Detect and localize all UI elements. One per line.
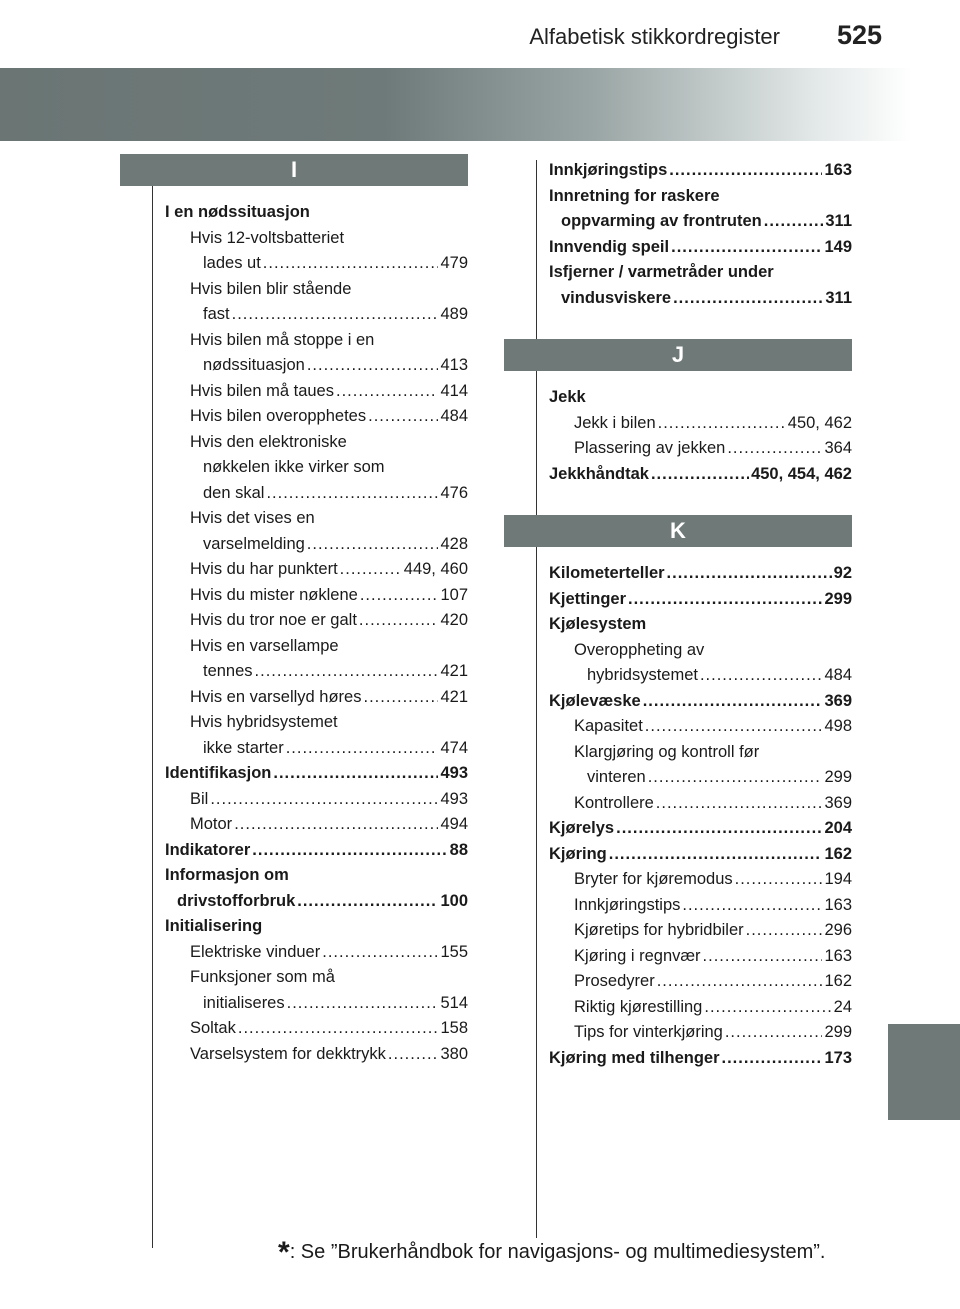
leader-dots [210, 787, 438, 813]
leader-dots [669, 158, 822, 184]
entry-text: Hvis du tror noe er galt [190, 611, 357, 629]
entry-text: Hvis bilen blir stående [190, 279, 352, 298]
entry-text: Motor [190, 815, 233, 833]
entry-page: 498 [824, 717, 852, 735]
entry-page: 369 [824, 793, 852, 812]
entry-page: 162 [824, 972, 852, 990]
leader-dots [368, 404, 438, 430]
index-entry [549, 791, 852, 817]
leader-dots [266, 481, 438, 507]
leader-dots [645, 714, 823, 740]
entry-text: Kjøring med tilhenger [549, 1048, 720, 1067]
index-entry [549, 740, 852, 766]
entry-text: Kjøretips for hybridbiler [574, 921, 744, 939]
entry-page: 489 [440, 305, 468, 323]
entry-page: 380 [440, 1044, 468, 1063]
entry-page: 299 [824, 1023, 852, 1041]
leader-dots [255, 659, 439, 685]
entry-text: den skal [203, 483, 265, 502]
leader-dots [673, 286, 823, 312]
leader-dots [628, 587, 822, 613]
footnote-text: : Se ”Brukerhåndbok for navigasjons- og multimediesystem”. [289, 1241, 826, 1263]
section-header-j: J [504, 339, 852, 371]
entry-page: 24 [833, 997, 852, 1016]
index-entry [165, 787, 468, 813]
page-header [0, 0, 960, 70]
index-entry [165, 532, 468, 558]
index-entry [549, 1046, 852, 1072]
leader-dots [667, 561, 832, 587]
right-column [504, 158, 852, 1071]
entry-text: Jekk i bilen [574, 413, 656, 432]
header-title: Alfabetisk stikkordregister [529, 24, 780, 49]
entry-text: Hvis du mister nøklene [190, 585, 358, 604]
index-entry [549, 816, 852, 842]
leader-dots [657, 969, 823, 995]
leader-dots [336, 379, 438, 405]
index-list-i-continued [504, 158, 852, 311]
index-entry [549, 587, 852, 613]
index-entry [165, 608, 468, 634]
index-entry [549, 638, 852, 664]
entry-page: 204 [824, 819, 852, 837]
header-banner [0, 68, 960, 141]
index-entry [165, 455, 468, 481]
leader-dots [297, 889, 438, 915]
entry-page: 450, 462 [787, 413, 852, 432]
index-entry [549, 765, 852, 791]
leader-dots [648, 765, 823, 791]
entry-text: Hvis du har punktert [190, 560, 338, 578]
leader-dots [360, 583, 439, 609]
entry-page: 155 [440, 942, 468, 961]
index-entry [165, 481, 468, 507]
entry-text: Innkjøringstips [549, 161, 668, 179]
leader-dots [643, 689, 823, 715]
index-entry [549, 842, 852, 868]
entry-page: 514 [440, 993, 468, 1012]
footnote-star: * [278, 1236, 290, 1269]
index-entry [549, 260, 852, 286]
index-entry [549, 561, 852, 587]
leader-dots [651, 462, 749, 488]
entry-text: initialiseres [203, 993, 285, 1012]
entry-page: 311 [825, 212, 852, 230]
index-entry [549, 918, 852, 944]
section-header-k: K [504, 515, 852, 547]
leader-dots [700, 663, 823, 689]
entry-page: 149 [824, 237, 852, 256]
entry-text: Plassering av jekken [574, 439, 726, 457]
entry-page: 299 [824, 768, 852, 786]
entry-text: Kontrollere [574, 793, 654, 812]
entry-text: Tips for vinterkjøring [574, 1023, 723, 1041]
leader-dots [764, 209, 824, 235]
entry-page: 428 [440, 534, 468, 553]
entry-text: Klargjøring og kontroll før [574, 742, 760, 761]
entry-page: 88 [449, 840, 468, 859]
entry-text: Kjøring [549, 844, 607, 863]
index-entry [549, 867, 852, 893]
left-column [120, 154, 468, 1067]
entry-text: Identifikasjon [165, 764, 272, 782]
entry-text: Kjølesystem [549, 615, 647, 633]
leader-dots [658, 411, 786, 437]
leader-dots [746, 918, 823, 944]
leader-dots [725, 1020, 823, 1046]
entry-text: Innretning for raskere [549, 186, 720, 205]
index-entry [549, 893, 852, 919]
entry-page: 296 [824, 921, 852, 939]
chapter-tab [888, 1024, 960, 1120]
entry-page: 450, 454, 462 [751, 464, 852, 483]
index-entry [549, 286, 852, 312]
entry-page: 163 [824, 946, 852, 965]
leader-dots [234, 812, 438, 838]
index-entry [549, 689, 852, 715]
entry-page: 163 [824, 895, 852, 914]
index-entry [165, 506, 468, 532]
entry-text: Bil [190, 789, 209, 808]
leader-dots [704, 995, 831, 1021]
index-entry [549, 995, 852, 1021]
entry-text: nødssituasjon [203, 356, 305, 374]
entry-text: Overoppheting av [574, 640, 705, 659]
entry-page: 163 [824, 161, 852, 179]
leader-dots [656, 791, 823, 817]
entry-page: 420 [440, 611, 468, 629]
entry-text: Hvis det vises en [190, 509, 315, 527]
index-entry [165, 328, 468, 354]
entry-text: Indikatorer [165, 840, 251, 859]
index-entry [549, 385, 852, 411]
index-entry [165, 634, 468, 660]
entry-text: tennes [203, 662, 253, 680]
index-entry [549, 462, 852, 488]
index-entry [165, 659, 468, 685]
entry-text: ikke starter [203, 738, 284, 757]
index-entry [165, 991, 468, 1017]
leader-dots [682, 893, 822, 919]
leader-dots [616, 816, 822, 842]
entry-text: Bryter for kjøremodus [574, 870, 733, 888]
entry-text: Hvis en varsellyd høres [190, 687, 362, 706]
leader-dots [363, 685, 438, 711]
index-entry [549, 612, 852, 638]
index-entry [165, 965, 468, 991]
leader-dots [252, 838, 447, 864]
entry-text: Innvendig speil [549, 237, 670, 256]
index-entry [165, 557, 468, 583]
entry-text: Isfjerner / varmetråder under [549, 263, 774, 281]
entry-page: 421 [440, 687, 468, 706]
entry-text: Hvis 12-voltsbatteriet [190, 228, 345, 247]
index-entry [549, 158, 852, 184]
entry-text: Prosedyrer [574, 972, 655, 990]
entry-text: vindusviskere [561, 288, 672, 307]
index-entry [549, 209, 852, 235]
index-entry [165, 226, 468, 252]
index-entry [165, 812, 468, 838]
entry-text: Kilometerteller [549, 564, 665, 582]
entry-text: Innkjøringstips [574, 895, 681, 914]
index-entry [165, 277, 468, 303]
entry-text: Hvis hybridsystemet [190, 713, 338, 731]
leader-dots [340, 557, 402, 583]
index-list-j [504, 385, 852, 487]
leader-dots [307, 532, 439, 558]
index-entry [165, 200, 468, 226]
entry-text: drivstofforbruk [177, 891, 296, 910]
index-entry [165, 404, 468, 430]
entry-text: hybridsystemet [587, 666, 698, 684]
entry-page: 494 [440, 815, 468, 833]
index-entry [165, 583, 468, 609]
entry-page: 493 [440, 789, 468, 808]
entry-text: Kjøring i regnvær [574, 946, 701, 965]
entry-text: Riktig kjørestilling [574, 997, 703, 1016]
index-entry [549, 969, 852, 995]
entry-page: 493 [440, 764, 468, 782]
entry-text: Hvis bilen overopphetes [190, 407, 367, 425]
entry-text: Kapasitet [574, 717, 643, 735]
leader-dots [388, 1042, 439, 1068]
index-entry [549, 184, 852, 210]
entry-page: 476 [440, 483, 468, 502]
leader-dots [703, 944, 823, 970]
entry-page: 158 [440, 1019, 468, 1037]
entry-page: 107 [440, 585, 468, 604]
leader-dots [307, 353, 439, 379]
leader-dots [287, 991, 439, 1017]
entry-page: 449, 460 [403, 560, 468, 578]
entry-page: 474 [440, 738, 468, 757]
index-list-k [504, 561, 852, 1071]
entry-page: 484 [824, 666, 852, 684]
leader-dots [273, 761, 438, 787]
entry-page: 413 [440, 356, 468, 374]
entry-text: Jekk [549, 388, 586, 406]
index-entry [165, 838, 468, 864]
page-number: 525 [836, 20, 882, 50]
index-entry [165, 1042, 468, 1068]
entry-page: 479 [440, 254, 468, 272]
index-entry [165, 736, 468, 762]
index-entry [165, 761, 468, 787]
entry-page: 92 [833, 564, 852, 582]
entry-text: Initialisering [165, 917, 263, 935]
entry-text: varselmelding [203, 534, 305, 553]
index-entry [165, 914, 468, 940]
index-entry [165, 863, 468, 889]
entry-text: Hvis den elektroniske [190, 432, 347, 451]
entry-text: Kjettinger [549, 589, 627, 608]
leader-dots [609, 842, 823, 868]
entry-text: nøkkelen ikke virker som [203, 458, 385, 476]
entry-page: 173 [824, 1048, 852, 1067]
index-entry [165, 430, 468, 456]
index-entry [165, 1016, 468, 1042]
index-entry [549, 235, 852, 261]
footnote [278, 1236, 825, 1270]
leader-dots [727, 436, 822, 462]
index-entry [549, 944, 852, 970]
entry-text: Kjørelys [549, 819, 615, 837]
entry-text: Varselsystem for dekktrykk [190, 1044, 386, 1063]
index-entry [165, 685, 468, 711]
entry-text: lades ut [203, 254, 261, 272]
index-entry [165, 302, 468, 328]
entry-page: 364 [824, 439, 852, 457]
entry-text: Hvis bilen må taues [190, 381, 334, 400]
entry-page: 299 [824, 589, 852, 608]
leader-dots [322, 940, 438, 966]
leader-dots [735, 867, 823, 893]
index-entry [549, 1020, 852, 1046]
index-entry [165, 710, 468, 736]
entry-text: fast [203, 305, 230, 323]
index-entry [165, 251, 468, 277]
entry-page: 311 [825, 288, 852, 307]
entry-text: Hvis en varsellampe [190, 636, 339, 655]
entry-page: 162 [824, 844, 852, 863]
entry-text: Soltak [190, 1019, 236, 1037]
entry-text: vinteren [587, 768, 646, 786]
entry-text: Kjølevæske [549, 691, 641, 710]
index-entry [165, 379, 468, 405]
entry-text: Jekkhåndtak [549, 464, 649, 483]
index-entry [165, 940, 468, 966]
index-list-i [120, 200, 468, 1067]
entry-text: I en nødssituasjon [165, 203, 310, 221]
entry-page: 484 [440, 407, 468, 425]
leader-dots [238, 1016, 439, 1042]
leader-dots [359, 608, 439, 634]
entry-page: 194 [824, 870, 852, 888]
index-entry [549, 436, 852, 462]
entry-page: 369 [824, 691, 852, 710]
entry-page: 414 [440, 381, 468, 400]
entry-page: 421 [440, 662, 468, 680]
entry-text: Elektriske vinduer [190, 942, 321, 961]
leader-dots [722, 1046, 823, 1072]
leader-dots [263, 251, 439, 277]
index-entry [549, 714, 852, 740]
entry-page: 100 [440, 891, 468, 910]
index-entry [165, 353, 468, 379]
leader-dots [671, 235, 822, 261]
section-header-i: I [120, 154, 468, 186]
leader-dots [286, 736, 439, 762]
index-entry [165, 889, 468, 915]
entry-text: oppvarming av frontruten [561, 212, 762, 230]
index-entry [549, 411, 852, 437]
leader-dots [232, 302, 439, 328]
entry-text: Informasjon om [165, 866, 289, 884]
entry-text: Funksjoner som må [190, 968, 335, 986]
entry-text: Hvis bilen må stoppe i en [190, 330, 375, 349]
index-entry [549, 663, 852, 689]
